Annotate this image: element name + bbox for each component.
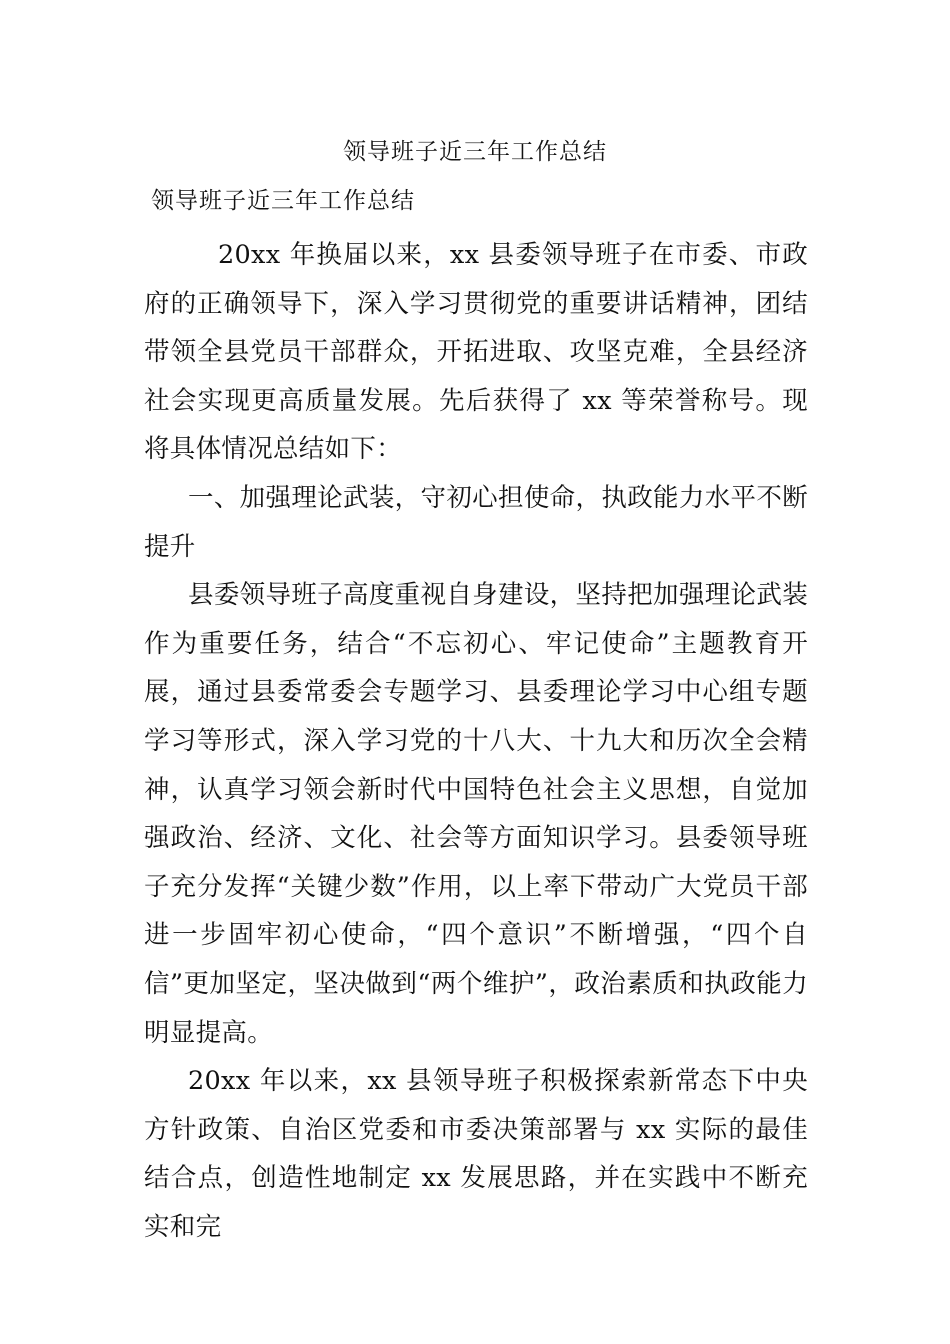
document-title: 领导班子近三年工作总结 <box>343 139 607 165</box>
paragraph-development: 20xx 年以来，xx 县领导班子积极探索新常态下中央方针政策、自治区党委和市委决策部署与 xx 实际的最佳结合点，创造性地制定 xx 发展思路，并在实践中不断充实和完 <box>144 1066 808 1242</box>
document-subtitle: 领导班子近三年工作总结 <box>151 188 415 214</box>
document-body <box>144 231 808 1251</box>
paragraph-theory: 县委领导班子高度重视自身建设，坚持把加强理论武装作为重要任务，结合“不忘初心、牢记使命”主题教育开展，通过县委常委会专题学习、县委理论学习中心组专题学习等形式，深入学习党的十八大、十九大和历次全会精神，认真学习领会新时代中国特色社会主义思想，自觉加强政治、经济、文化、社会等方面知识学习。县委领导班子充分发挥“关键少数”作用，以上率下带动广大党员干部进一步固牢初心使命，“四个意识”不断增强，“四个自信”更加坚定，坚决做到“两个维护”，政治素质和执政能力明显提高。 <box>144 580 808 1048</box>
paragraph-intro: 20xx 年换届以来，xx 县委领导班子在市委、市政府的正确领导下，深入学习贯彻党的重要讲话精神，团结带领全县党员干部群众，开拓进取、攻坚克难，全县经济社会实现更高质量发展。先后获得了 xx 等荣誉称号。现将具体情况总结如下： <box>144 240 808 465</box>
section-heading-1: 一、加强理论武装，守初心担使命，执政能力水平不断提升 <box>144 482 808 562</box>
